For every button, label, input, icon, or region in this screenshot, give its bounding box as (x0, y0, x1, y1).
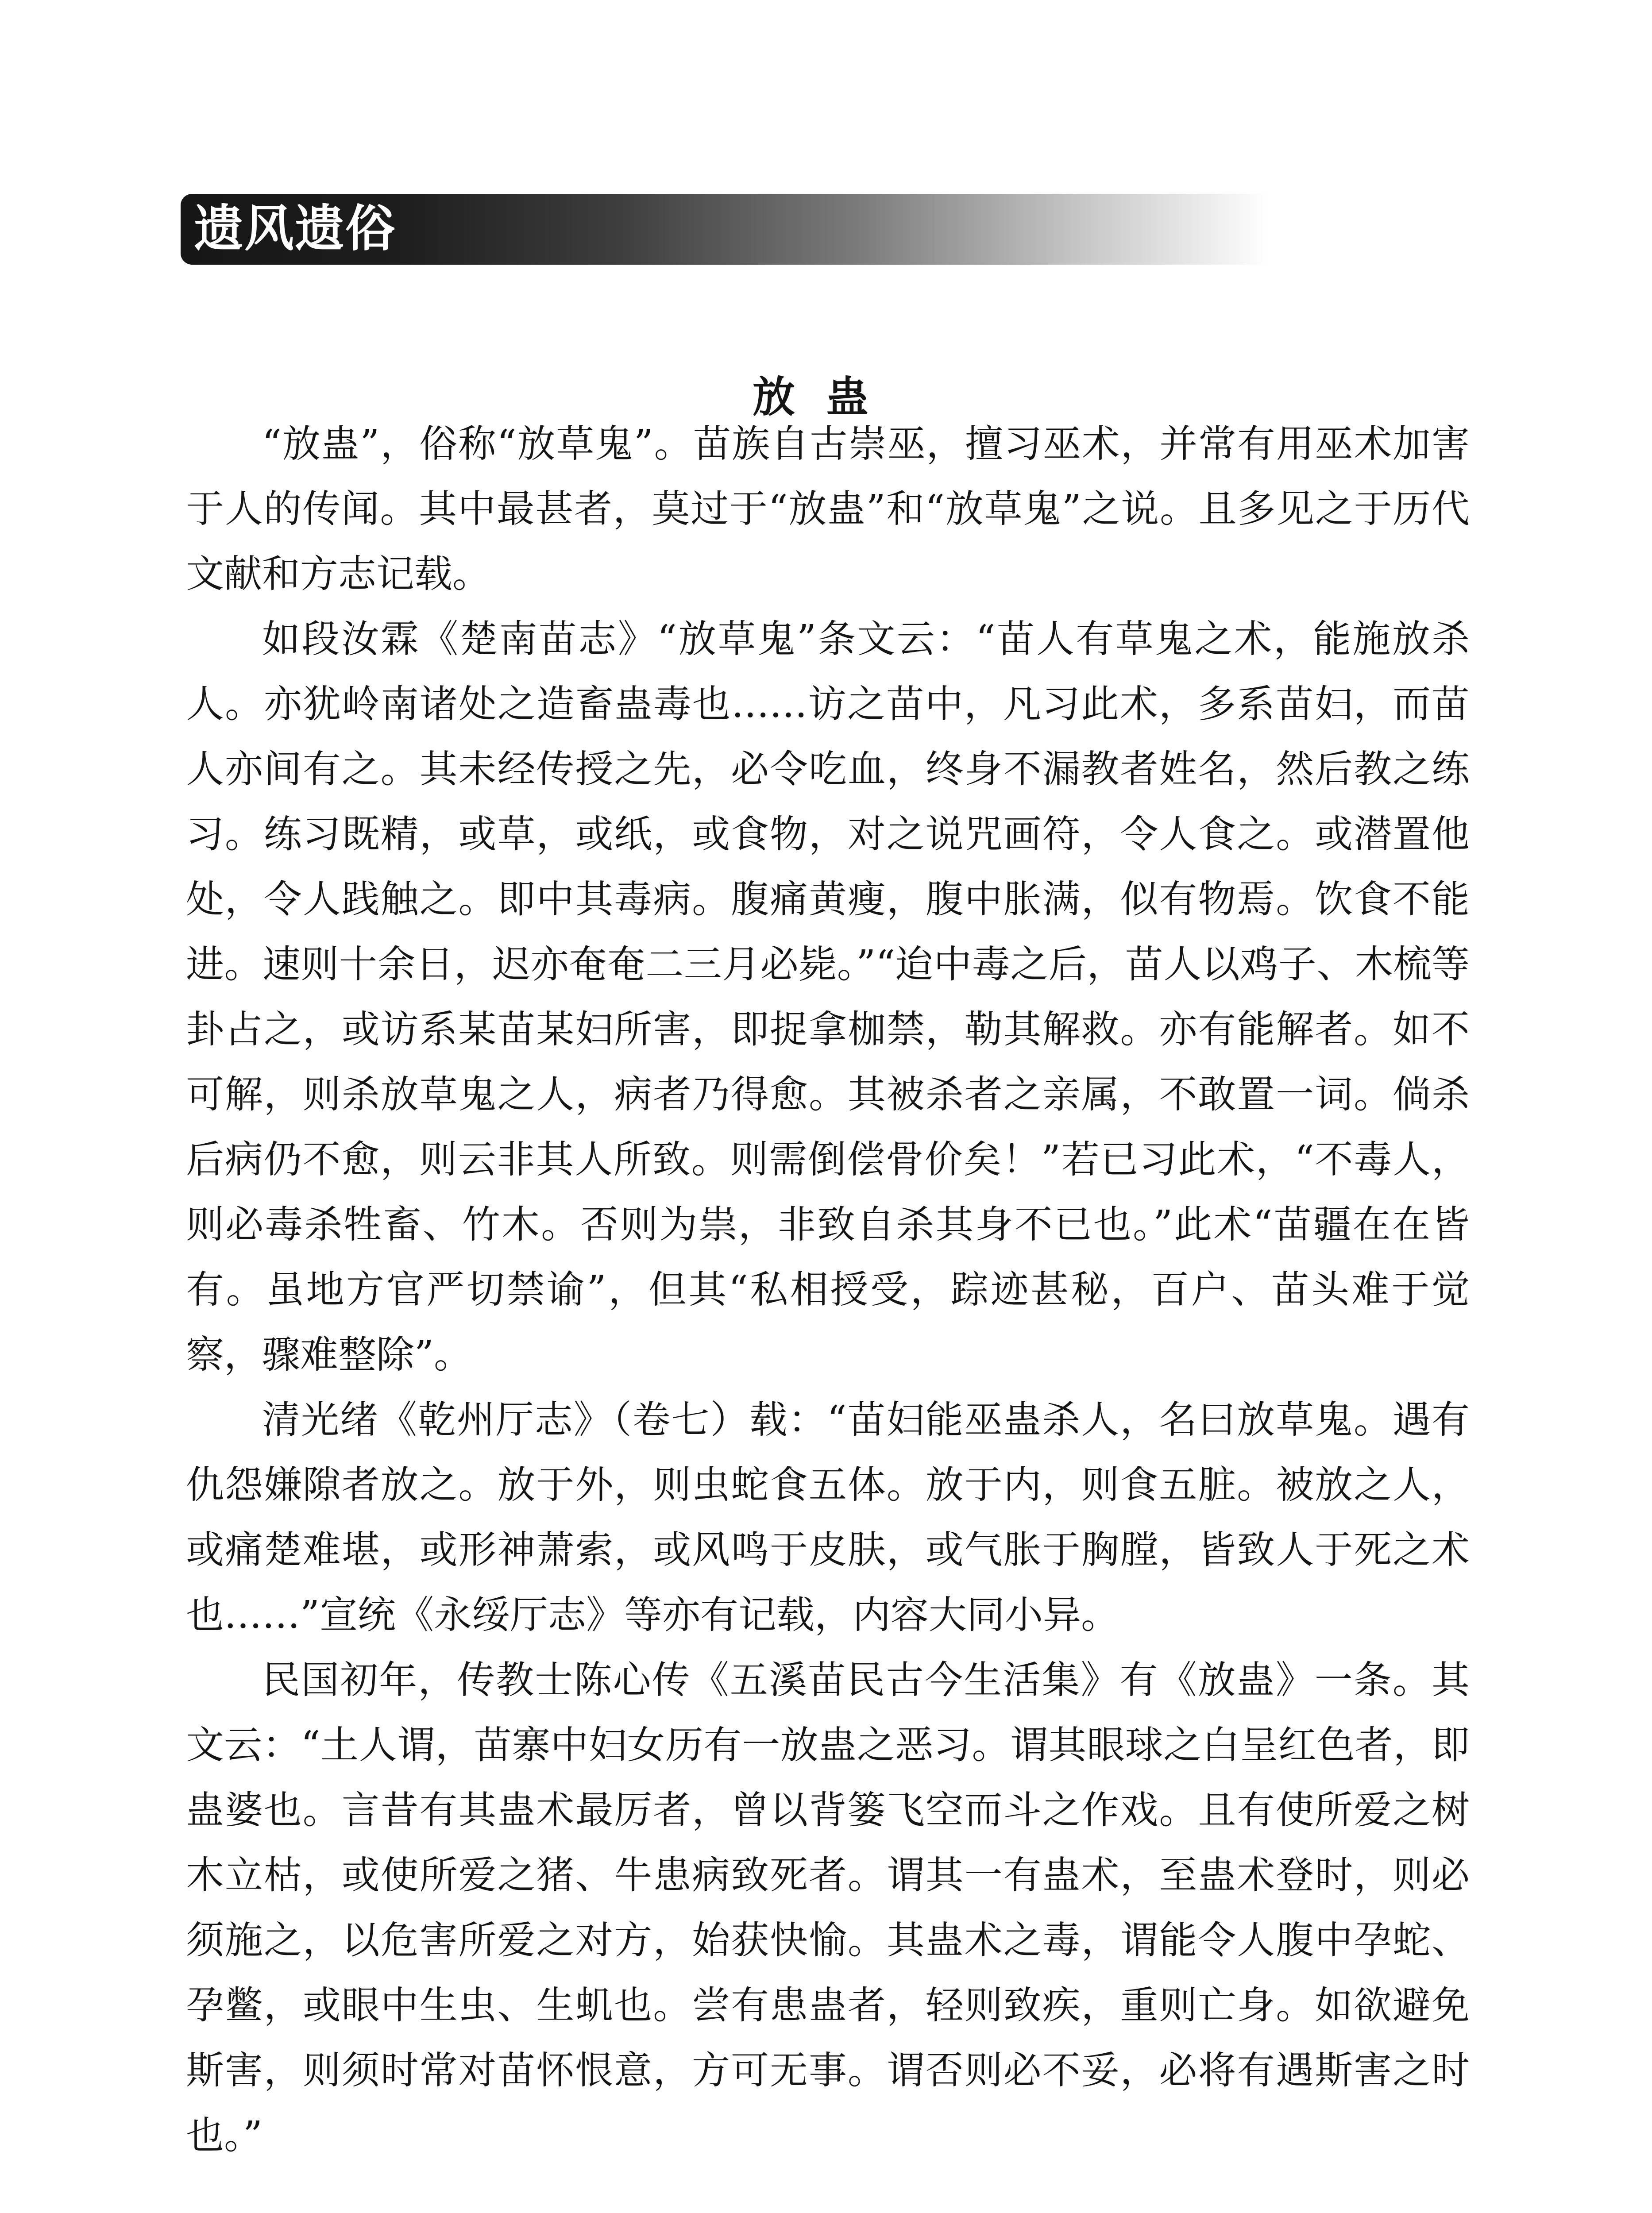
section-title: 遗风遗俗 (194, 200, 396, 258)
article-title: 放蛊 (753, 372, 899, 422)
paragraph: 清光绪《乾州厅志》（卷七）载：“苗妇能巫蛊杀人，名曰放草鬼。遇有仇怨嫌隙者放之。放于外，则虫蛇食五体。放于内，则食五脏。被放之人，或痛楚难堪，或形神萧索，或风鸣于皮肤，或气胀于胸膛，皆致人于死之术也……”宣统《永绥厅志》等亦有记载，内容大同小异。 (186, 1398, 1470, 1637)
paragraph: 民国初年，传教士陈心传《五溪苗民古今生活集》有《放蛊》一条。其文云：“土人谓，苗寨中妇女历有一放蛊之恶习。谓其眼球之白呈红色者，即蛊婆也。言昔有其蛊术最厉者，曾以背篓飞空而斗之作戏。且有使所爱之树木立枯，或使所爱之猪、牛患病致死者。谓其一有蛊术，至蛊术登时，则必须施之，以危害所爱之对方，始获快愉。其蛊术之毒，谓能令人腹中孕蛇、孕鳖，或眼中生虫、生虮也。尝有患蛊者，轻则致疾，重则亡身。如欲避免斯害，则须时常对苗怀恨意，方可无事。谓否则必不妥，必将有遇斯害之时也。” (186, 1658, 1470, 2158)
paragraph: “放蛊”，俗称“放草鬼”。苗族自古崇巫，擅习巫术，并常有用巫术加害于人的传闻。其中最甚者，莫过于“放蛊”和“放草鬼”之说。且多见之于历代文献和方志记载。 (186, 422, 1470, 596)
article-body (186, 412, 1470, 2168)
paragraph: 如段汝霖《楚南苗志》“放草鬼”条文云：“苗人有草鬼之术，能施放杀人。亦犹岭南诸处之造畜蛊毒也……访之苗中，凡习此术，多系苗妇，而苗人亦间有之。其未经传授之先，必令吃血，终身不漏教者姓名，然后教之练习。练习既精，或草，或纸，或食物，对之说咒画符，令人食之。或潜置他处，令人践触之。即中其毒病。腹痛黄瘦，腹中胀满，似有物焉。饮食不能进。速则十余日，迟亦奄奄二三月必毙。”“迨中毒之后，苗人以鸡子、木梳等卦占之，或访系某苗某妇所害，即捉拿枷禁，勒其解救。亦有能解者。如不可解，则杀放草鬼之人，病者乃得愈。其被杀者之亲属，不敢置一词。倘杀后病仍不愈，则云非其人所致。则需倒偿骨价矣！”若已习此术，“不毒人，则必毒杀牲畜、竹木。否则为祟，非致自杀其身不已也。”此术“苗疆在在皆有。虽地方官严切禁谕”，但其“私相授受，踪迹甚秘，百户、苗头难于觉察，骤难整除”。 (186, 617, 1470, 1377)
